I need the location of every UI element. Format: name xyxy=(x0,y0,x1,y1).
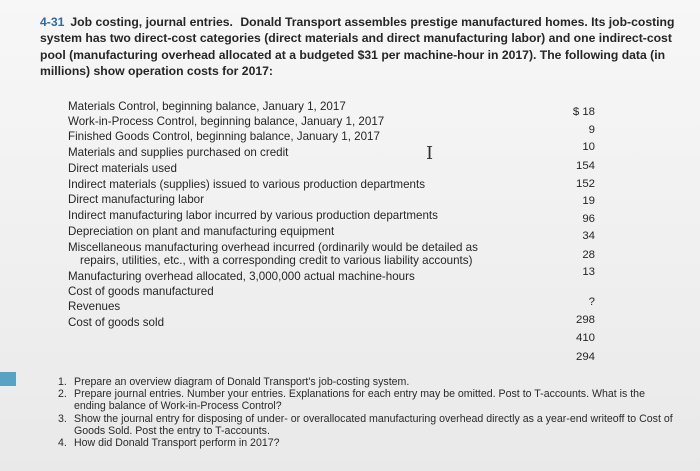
amount-value: 298 xyxy=(575,314,595,326)
data-label: Direct manufacturing labor xyxy=(68,193,204,206)
amount-value: 28 xyxy=(582,249,595,261)
data-label: Indirect materials (supplies) issued to various production departments xyxy=(68,178,426,191)
problem-body: Donald Transport assembles prestige manufactured homes. Its job-costing system has two direct-cost categories (direct materials and direct manufacturing labor) and one indirect-cost pool (manufacturing overhead allocated at a budgeted $31 per machine-hour in 2017). The following data (in millions) show operation costs for 2017: xyxy=(40,15,675,78)
amount-value: $ 18 xyxy=(572,106,595,118)
question-item xyxy=(58,437,678,449)
data-label: Materials and supplies purchased on credit xyxy=(68,146,289,159)
question-number: 3. xyxy=(58,412,67,425)
data-label: Direct materials used xyxy=(68,162,177,175)
text-cursor-icon: I xyxy=(426,143,434,164)
data-label: Work-in-Process Control, beginning balance, January 1, 2017 xyxy=(68,115,385,128)
data-label: Indirect manufacturing labor incurred by various production departments xyxy=(68,209,438,222)
question-item xyxy=(58,376,678,388)
question-text: Prepare an overview diagram of Donald Transport's job-costing system. xyxy=(74,376,410,388)
question-number: 2. xyxy=(58,388,67,401)
data-label-continuation: repairs, utilities, etc., with a corresponding credit to various liability accounts) xyxy=(80,254,473,267)
amount-value: 410 xyxy=(575,332,595,344)
amount-value: 13 xyxy=(582,266,595,278)
problem-title: Job costing, journal entries. xyxy=(70,15,233,29)
data-label: Cost of goods sold xyxy=(68,316,165,329)
data-label: Depreciation on plant and manufacturing equipment xyxy=(68,225,335,238)
question-item xyxy=(58,388,678,412)
amount-value: 152 xyxy=(575,178,595,190)
question-number: 4. xyxy=(58,437,67,450)
amount-value: 34 xyxy=(582,230,595,242)
amount-value: 294 xyxy=(575,351,595,363)
data-label: Miscellaneous manufacturing overhead incurred (ordinarily would be detailed as xyxy=(68,241,478,254)
amount-value: 96 xyxy=(582,213,595,225)
data-label: Revenues xyxy=(68,300,121,313)
amount-value: 10 xyxy=(582,141,595,153)
amount-value: ? xyxy=(588,296,595,308)
question-list xyxy=(58,376,678,449)
amount-value: 9 xyxy=(588,124,595,136)
question-text: Show the journal entry for disposing of under- or overallocated manufacturing overhead directly as a year-end writeoff to Cost of Goods Sold. Post the entry to T-accounts. xyxy=(74,412,673,437)
data-label: Materials Control, beginning balance, January 1, 2017 xyxy=(68,100,346,113)
question-number: 1. xyxy=(58,376,67,388)
data-label: Finished Goods Control, beginning balance, January 1, 2017 xyxy=(68,130,380,143)
side-marker xyxy=(0,372,16,386)
data-label: Manufacturing overhead allocated, 3,000,000 actual machine-hours xyxy=(68,270,415,283)
problem-number: 4-31 xyxy=(40,15,65,29)
data-label: Cost of goods manufactured xyxy=(68,285,214,298)
problem-intro xyxy=(40,14,680,79)
amount-value: 154 xyxy=(575,160,595,172)
amount-value: 19 xyxy=(582,195,595,207)
question-text: Prepare journal entries. Number your entries. Explanations for each entry may be omitted. Post to T-accounts. What is the ending balance of Work-in-Process Control? xyxy=(74,388,645,413)
question-text: How did Donald Transport perform in 2017? xyxy=(74,437,280,450)
question-item xyxy=(58,413,678,437)
